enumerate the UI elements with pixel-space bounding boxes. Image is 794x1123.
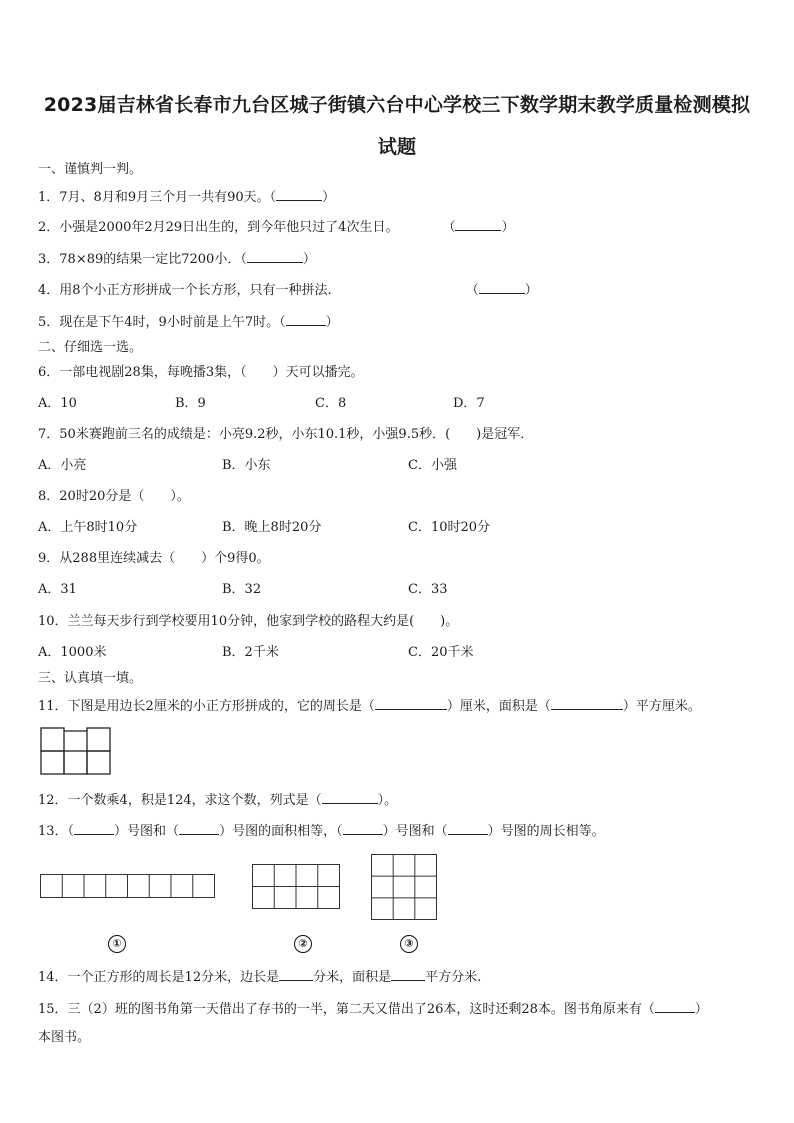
question-3: 3．78×89的结果一定比7200小．（ ） bbox=[38, 248, 316, 270]
answer-blank[interactable] bbox=[276, 186, 322, 201]
answer-blank[interactable] bbox=[391, 966, 425, 981]
option-b[interactable]: B．2千米 bbox=[222, 645, 279, 660]
section-1-heading: 一、谨慎判一判。 bbox=[38, 162, 143, 177]
question-8: 8．20时20分是（ ）。 bbox=[38, 489, 190, 504]
question-7: 7．50米赛跑前三名的成绩是：小亮9.2秒，小东10.1秒，小强9.5秒．( )是冠军． bbox=[38, 427, 534, 442]
question-15-continued: 本图书。 bbox=[38, 1030, 91, 1045]
option-b[interactable]: B．小东 bbox=[222, 458, 271, 473]
answer-blank[interactable] bbox=[279, 966, 313, 981]
answer-blank[interactable] bbox=[322, 789, 378, 804]
question-10: 10．兰兰每天步行到学校要用10分钟，他家到学校的路程大约是( )。 bbox=[38, 614, 459, 629]
question-5: 5．现在是下午4时，9小时前是上午7时。（ ） bbox=[38, 311, 339, 333]
answer-blank[interactable] bbox=[551, 695, 623, 710]
figure-3-label: ③ bbox=[400, 935, 418, 953]
option-a[interactable]: A．1000米 bbox=[38, 645, 107, 660]
answer-blank[interactable] bbox=[455, 216, 501, 231]
section-3-heading: 三、认真填一填。 bbox=[38, 671, 143, 686]
option-c[interactable]: C．8 bbox=[315, 396, 347, 411]
answer-blank[interactable] bbox=[286, 311, 326, 326]
question-9: 9．从288里连续减去（ ）个9得0。 bbox=[38, 551, 270, 566]
option-d[interactable]: D．7 bbox=[453, 396, 485, 411]
question-1: 1．7月、8月和9月三个月一共有90天。（ ） bbox=[38, 186, 335, 208]
option-a[interactable]: A．上午8时10分 bbox=[38, 520, 138, 535]
option-b[interactable]: B．晚上8时20分 bbox=[222, 520, 322, 535]
option-a[interactable]: A．31 bbox=[38, 582, 77, 597]
unit-square bbox=[87, 751, 110, 774]
answer-blank[interactable] bbox=[655, 998, 695, 1013]
unit-square bbox=[41, 751, 64, 774]
section-2-heading: 二、仔细选一选。 bbox=[38, 340, 143, 355]
answer-blank[interactable] bbox=[343, 820, 383, 835]
figure-2-grid bbox=[252, 864, 342, 910]
option-b[interactable]: B．9 bbox=[175, 396, 206, 411]
question-6: 6．一部电视剧28集，每晚播3集，（ ）天可以播完。 bbox=[38, 365, 364, 380]
answer-blank[interactable] bbox=[247, 248, 303, 263]
question-13: 13．（ ）号图和（ ）号图的面积相等，（ ）号图和（ ）号图的周长相等。 bbox=[38, 820, 605, 842]
option-b[interactable]: B．32 bbox=[222, 582, 262, 597]
answer-blank[interactable] bbox=[375, 695, 447, 710]
question-15: 15．三（2）班的图书角第一天借出了存书的一半，第二天又借出了26本，这时还剩28本。图书角原来有（ ） bbox=[38, 998, 708, 1020]
option-c[interactable]: C．10时20分 bbox=[408, 520, 491, 535]
question-14: 14．一个正方形的周长是12分米，边长是 分米，面积是 平方分米. bbox=[38, 966, 481, 988]
question-11: 11．下图是用边长2厘米的小正方形拼成的，它的周长是（ ）厘米，面积是（ ）平方厘米。 bbox=[38, 695, 701, 717]
figure-3-grid bbox=[371, 854, 438, 921]
option-c[interactable]: C．小强 bbox=[408, 458, 457, 473]
page-title: 2023届吉林省长春市九台区城子街镇六台中心学校三下数学期末教学质量检测模拟试题 bbox=[43, 94, 751, 158]
option-c[interactable]: C．33 bbox=[408, 582, 448, 597]
question-2: 2．小强是2000年2月29日出生的，到今年他只过了4次生日。 （ ） bbox=[38, 216, 514, 238]
question-12: 12．一个数乘4，积是124，求这个数，列式是（ ）。 bbox=[38, 789, 397, 811]
unit-square bbox=[87, 728, 110, 751]
option-a[interactable]: A．10 bbox=[38, 396, 77, 411]
answer-blank[interactable] bbox=[179, 820, 219, 835]
answer-blank[interactable] bbox=[74, 820, 114, 835]
figure-1-label: ① bbox=[108, 935, 126, 953]
option-c[interactable]: C．20千米 bbox=[408, 645, 474, 660]
question-4: 4．用8个小正方形拼成一个长方形，只有一种拼法. （ ） bbox=[38, 279, 538, 301]
figure-2-label: ② bbox=[294, 935, 312, 953]
answer-blank[interactable] bbox=[479, 279, 525, 294]
figure-1-grid bbox=[40, 874, 216, 900]
unit-square bbox=[41, 728, 64, 751]
option-a[interactable]: A．小亮 bbox=[38, 458, 87, 473]
q11-figure bbox=[40, 727, 112, 775]
unit-square bbox=[64, 751, 87, 774]
answer-blank[interactable] bbox=[448, 820, 488, 835]
